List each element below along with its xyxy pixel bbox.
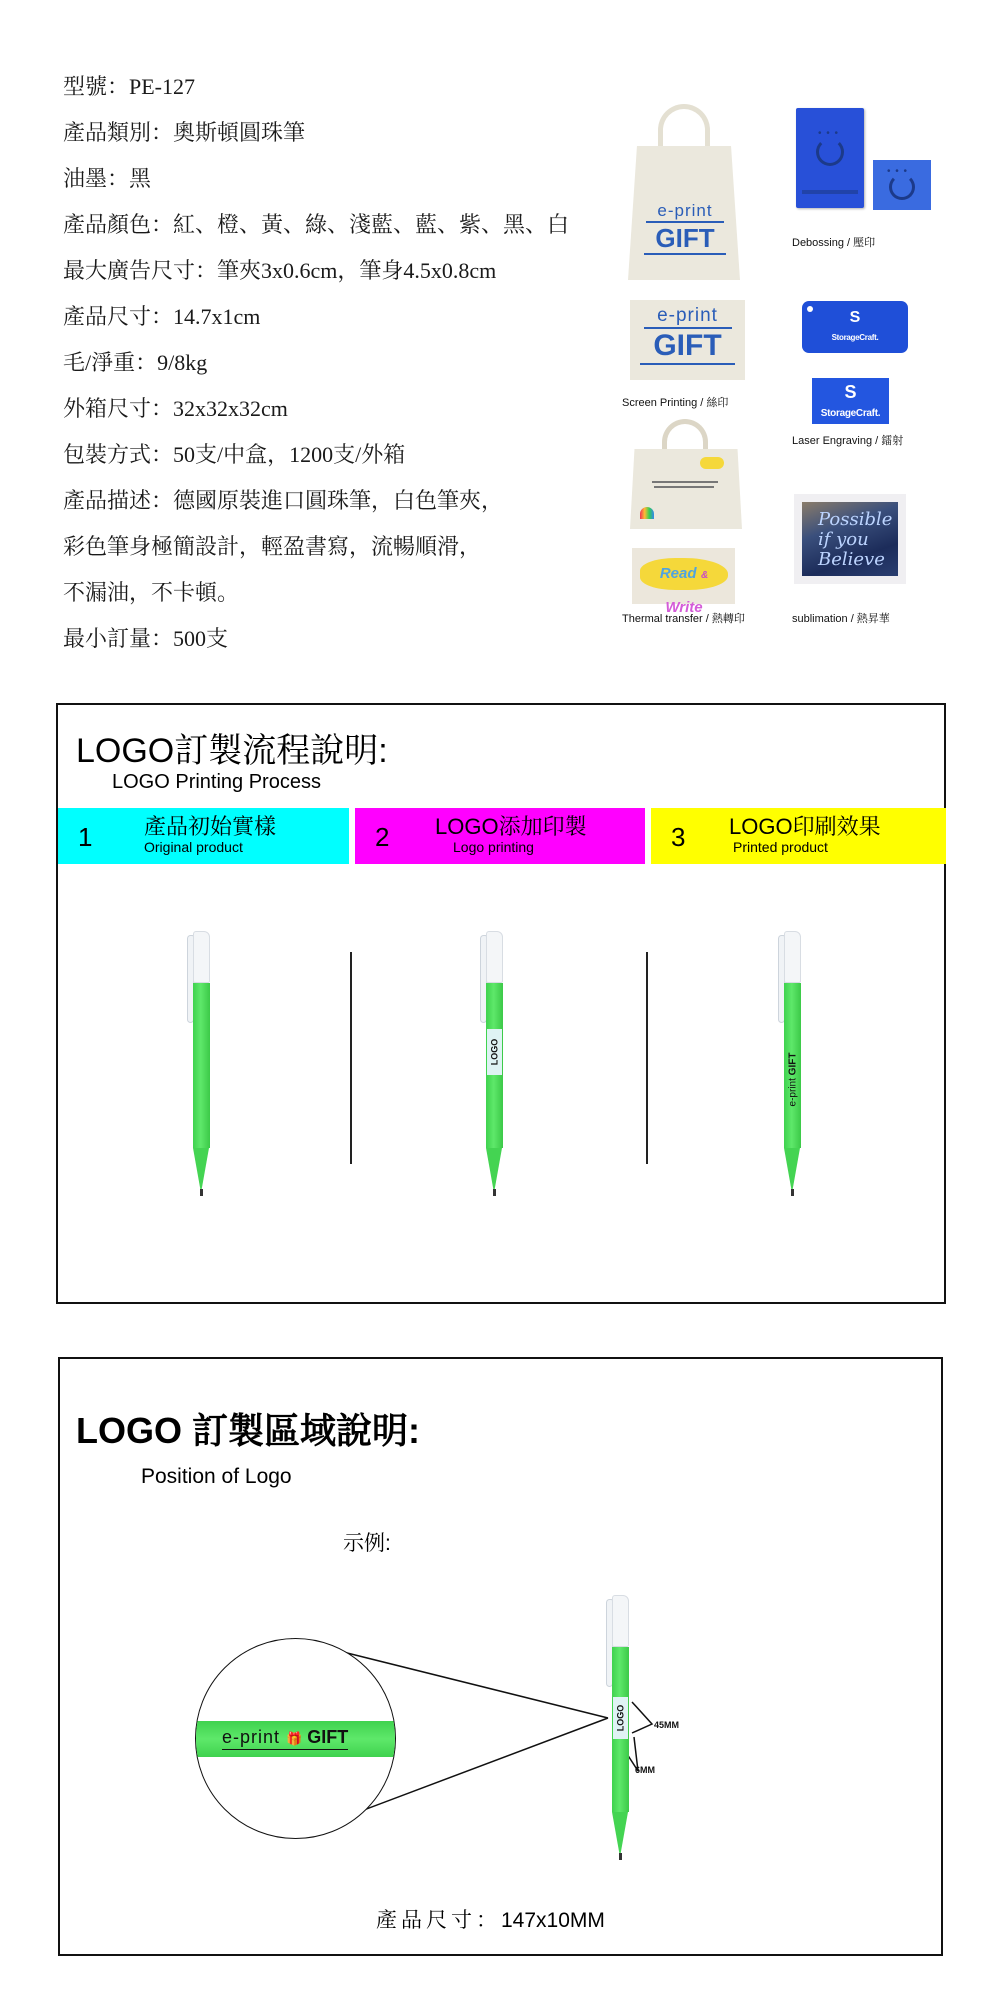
keytag-laser-image: S StorageCraft.: [802, 301, 908, 353]
spec-ink: 油墨：黑: [63, 166, 152, 191]
pen-tip: [493, 1189, 496, 1196]
process-subtitle: LOGO Printing Process: [112, 771, 321, 793]
eprint-gift-print-sample: e-print 🎁 GIFT: [222, 1727, 348, 1750]
spec-max-print-area: 最大廣告尺寸：筆夾3x0.6cm，筆身4.5x0.8cm: [63, 258, 497, 283]
step-divider-1: [350, 952, 352, 1164]
tote-bag-thermal-image: [630, 419, 742, 529]
notebook-deboss-image: • • •: [796, 108, 864, 208]
eprint-gift-logo: e-print GIFT: [640, 306, 735, 367]
storagecraft-logo-icon: S: [844, 382, 857, 402]
product-size-label: 產品尺寸：147x10MM: [376, 1908, 605, 1932]
pen-original: [190, 931, 214, 1201]
logo-placeholder-label: LOGO: [613, 1697, 628, 1739]
printed-eprint-gift-logo: e-print GIFT: [787, 1052, 799, 1106]
position-title: LOGO 訂製區域說明:: [76, 1410, 420, 1451]
spec-description-3: 不漏油，不卡頓。: [63, 580, 240, 605]
pen-printed: [781, 931, 805, 1201]
caption-debossing: Debossing / 壓印: [792, 237, 876, 249]
tote-bag-screen-print-image: [628, 104, 740, 280]
logo-zoom-circle: [195, 1638, 396, 1839]
magnifier-lines: [60, 1359, 945, 1958]
step-3-printed-product: 3 LOGO印刷效果 Printed product: [651, 808, 946, 864]
step-2-logo-printing: 2 LOGO添加印製 Logo printing: [355, 808, 645, 864]
pen-cap: [612, 1595, 629, 1647]
screen-print-swatch-image: [630, 300, 745, 380]
deboss-closeup-image: • • •: [873, 160, 931, 210]
gift-box-icon: 🎁: [286, 1731, 303, 1746]
printing-technique-gallery: [620, 96, 960, 636]
dimension-width-label: 6MM: [635, 1765, 655, 1775]
logo-placeholder-label: LOGO: [487, 1029, 502, 1075]
pen-barrel: [193, 983, 210, 1148]
pen-tip: [619, 1853, 622, 1860]
spec-colors: 產品顏色：紅、橙、黃、綠、淺藍、藍、紫、黑、白: [63, 212, 570, 237]
step-divider-2: [646, 952, 648, 1164]
logo-printing-process-section: [56, 703, 946, 1304]
pen-dimension-diagram: [609, 1595, 633, 1865]
laser-closeup-image: S StorageCraft.: [812, 378, 889, 424]
sublimation-image: Possible if you Believe: [794, 494, 906, 584]
caption-laser-engraving: Laser Engraving / 鐳射: [792, 435, 904, 447]
logo-position-section: [58, 1357, 943, 1956]
dimension-length-label: 45MM: [654, 1720, 680, 1730]
storagecraft-logo-icon: S: [849, 309, 861, 326]
spec-weight: 毛/淨重：9/8kg: [63, 350, 208, 375]
spec-description-2: 彩色筆身極簡設計，輕盈書寫，流暢順滑，: [63, 534, 482, 559]
pen-logo-area: [483, 931, 507, 1201]
eprint-gift-logo: e-print GIFT: [644, 202, 726, 257]
spec-carton-size: 外箱尺寸：32x32x32cm: [63, 396, 288, 421]
product-spec-list: [63, 64, 603, 662]
spec-model: 型號：PE-127: [63, 74, 196, 99]
thermal-transfer-swatch-image: [632, 548, 735, 616]
spec-product-size: 產品尺寸：14.7x1cm: [63, 304, 261, 329]
pen-cap: [784, 931, 801, 983]
spec-category: 產品類別：奧斯頓圓珠筆: [63, 120, 306, 145]
example-label: 示例:: [343, 1532, 391, 1555]
deboss-emblem: [816, 138, 844, 166]
read-write-logo: Read & Write: [640, 558, 728, 590]
caption-screen-printing: Screen Printing / 絲印: [622, 397, 729, 409]
pen-tip: [200, 1189, 203, 1196]
caption-sublimation: sublimation / 熱昇華: [792, 613, 890, 625]
spec-moq: 最小訂量：500支: [63, 626, 229, 651]
pen-tip: [791, 1189, 794, 1196]
spec-description-1: 產品描述：德國原裝進口圓珠筆，白色筆夾，: [63, 488, 504, 513]
caption-thermal-transfer: Thermal transfer / 熱轉印: [622, 613, 745, 625]
pen-cap: [193, 931, 210, 983]
spec-packing: 包裝方式：50支/中盒，1200支/外箱: [63, 442, 406, 467]
step-1-original-product: 1 產品初始實樣 Original product: [58, 808, 349, 864]
pen-cap: [486, 931, 503, 983]
position-subtitle: Position of Logo: [141, 1465, 292, 1488]
process-title: LOGO訂製流程說明:: [76, 732, 388, 770]
